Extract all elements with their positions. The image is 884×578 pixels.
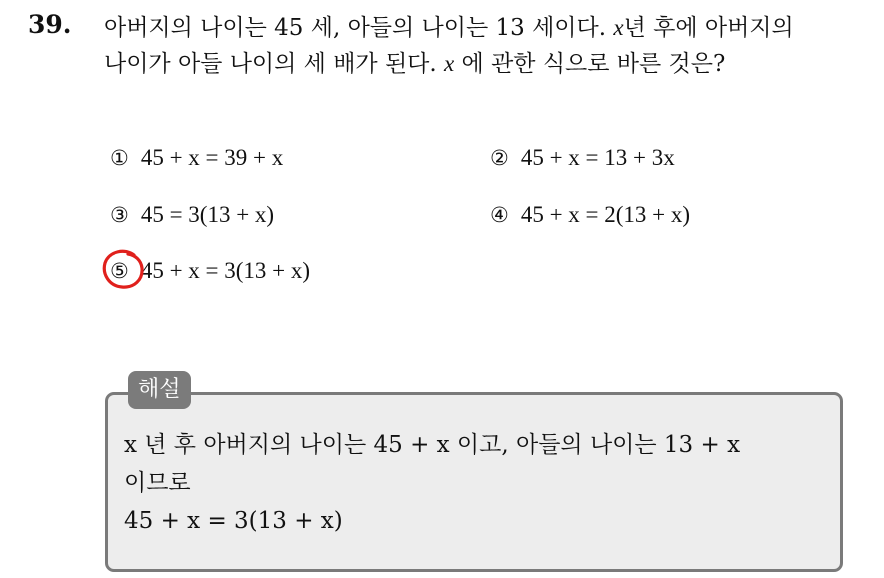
- question-number: 39.: [28, 10, 72, 39]
- explanation-text: [124, 426, 834, 540]
- explanation-line-2: 이므로: [124, 470, 191, 496]
- question-line-2-b: 에 관한 식으로 바른 것은?: [461, 51, 726, 77]
- question-line-1-b: 년 후에 아버지의: [623, 15, 794, 41]
- choice-1-mark: ①: [110, 146, 129, 170]
- question-line-1-a: 아버지의 나이는 45 세, 아들의 나이는 13 세이다.: [104, 15, 607, 41]
- explanation-line-3: 45 + x = 3(13 + x): [124, 508, 343, 534]
- question-line-2-a: 나이가 아들 나이의 세 배가 된다.: [104, 51, 437, 77]
- choice-4-mark: ④: [490, 203, 509, 227]
- choice-2-expr: 45 + x = 13 + 3x: [520, 145, 675, 170]
- choice-4-expr: 45 + x = 2(13 + x): [520, 202, 691, 227]
- question-line-2-var: x: [444, 51, 455, 76]
- explanation-tag: 해설: [128, 371, 191, 409]
- choice-3[interactable]: [110, 200, 274, 230]
- answer-circle-icon: [101, 247, 147, 291]
- choice-1[interactable]: [110, 143, 283, 173]
- question-line-1-var: x: [613, 15, 624, 40]
- question-line-1: [104, 10, 874, 46]
- choice-3-expr: 45 = 3(13 + x): [140, 202, 275, 227]
- explanation-line-1: x 년 후 아버지의 나이는 45 + x 이고, 아들의 나이는 13 + x: [124, 432, 741, 458]
- choice-5-mark: ⑤: [110, 259, 129, 283]
- choice-2-mark: ②: [490, 146, 509, 170]
- choice-4[interactable]: [490, 200, 690, 230]
- question-line-2: [104, 46, 874, 82]
- choice-3-mark: ③: [110, 203, 129, 227]
- question-text: [104, 10, 874, 82]
- choice-5-expr: 45 + x = 3(13 + x): [140, 258, 311, 283]
- choice-2[interactable]: [490, 143, 675, 173]
- choice-1-expr: 45 + x = 39 + x: [140, 145, 284, 170]
